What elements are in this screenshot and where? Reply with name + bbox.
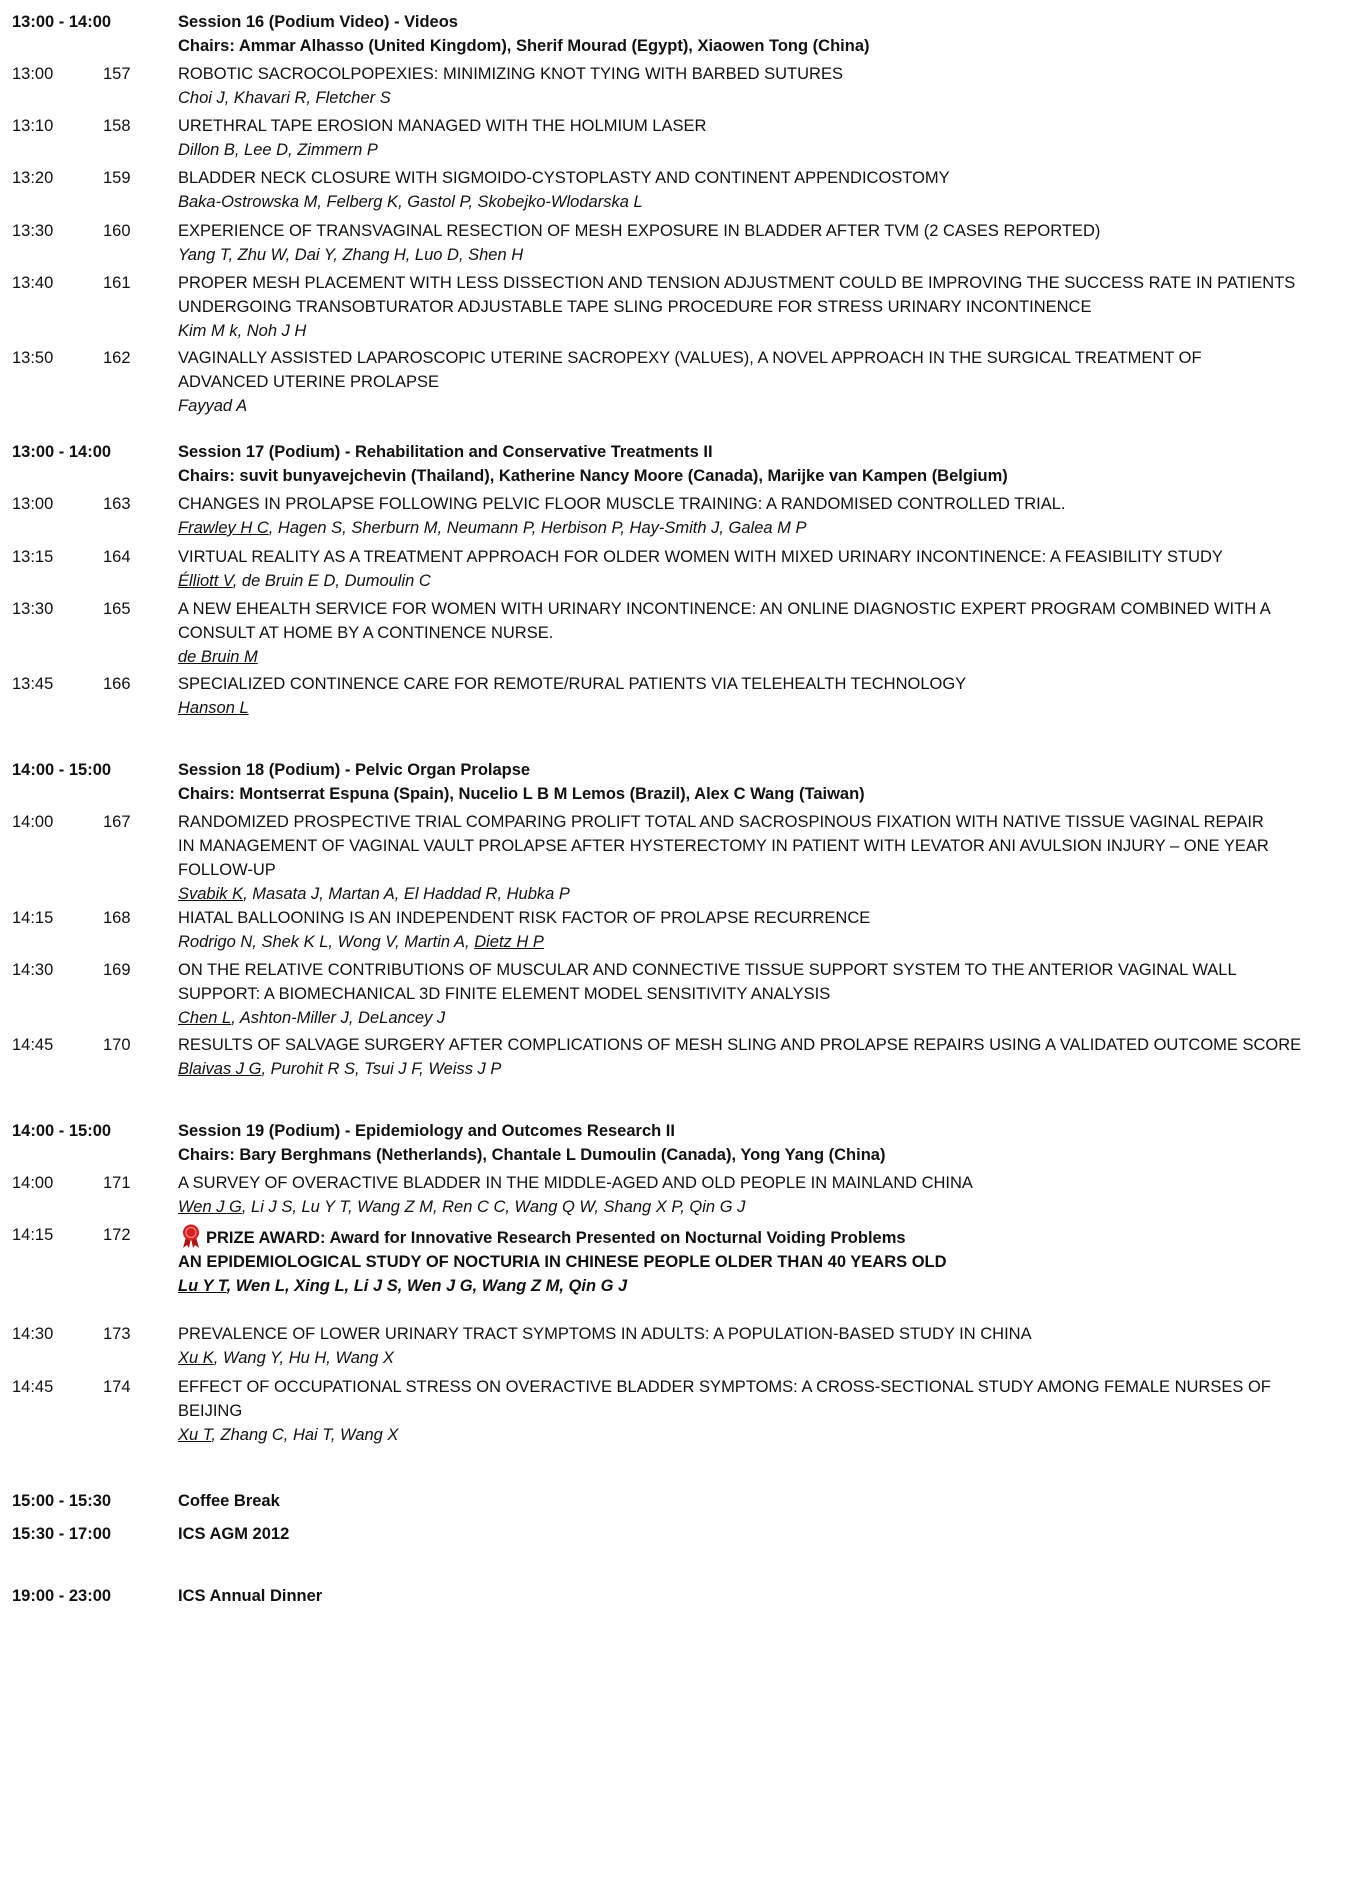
abstract-authors (178, 516, 1350, 540)
session-chairs: Chairs: Ammar Alhasso (United Kingdom), Sherif Mourad (Egypt), Xiaowen Tong (China) (178, 37, 870, 55)
award-ribbon-icon (178, 1223, 204, 1249)
abstract-time: 14:15 (12, 909, 54, 927)
abstract-time: 14:30 (12, 961, 54, 979)
abstract-number: 173 (103, 1325, 131, 1343)
abstract-info (178, 166, 1350, 214)
abstract-authors (178, 243, 1350, 267)
abstract-title-line: CONSULT AT HOME BY A CONTINENCE NURSE. (178, 624, 554, 642)
abstract-info (178, 672, 1350, 720)
abstract-number: 163 (103, 495, 131, 513)
presenting-author: Dietz H P (474, 933, 544, 951)
abstract-time: 13:15 (12, 548, 54, 566)
abstract-time: 13:20 (12, 169, 54, 187)
abstract-title-line: A SURVEY OF OVERACTIVE BLADDER IN THE MIDDLE-AGED AND OLD PEOPLE IN MAINLAND CHINA (178, 1174, 973, 1192)
session-info (178, 440, 1350, 488)
abstract-authors (178, 138, 1350, 162)
abstract-title-line: AN EPIDEMIOLOGICAL STUDY OF NOCTURIA IN CHINESE PEOPLE OLDER THAN 40 YEARS OLD (178, 1253, 947, 1271)
abstract-info (178, 219, 1350, 267)
abstract-info (178, 346, 1350, 418)
abstract-title-line: PROPER MESH PLACEMENT WITH LESS DISSECTION AND TENSION ADJUSTMENT COULD BE IMPROVING THE SUCCESS RATE IN PATIENTS (178, 274, 1296, 292)
abstract-number: 161 (103, 274, 131, 292)
session-time: 13:00 - 14:00 (12, 443, 112, 461)
presenting-author: Frawley H C (178, 519, 269, 537)
abstract-authors (178, 1423, 1350, 1447)
session-title: Session 18 (Podium) - Pelvic Organ Prolapse (178, 761, 531, 779)
award-text: PRIZE AWARD: Award for Innovative Research Presented on Nocturnal Voiding Problems (206, 1229, 906, 1247)
abstract-authors (178, 645, 1350, 669)
abstract-number: 167 (103, 813, 131, 831)
abstract-authors (178, 1274, 1350, 1298)
event-time: 19:00 - 23:00 (12, 1587, 112, 1605)
presenting-author: Élliott V (178, 572, 233, 590)
session-chairs: Chairs: Montserrat Espuna (Spain), Nucelio L B M Lemos (Brazil), Alex C Wang (Taiwan) (178, 785, 865, 803)
abstract-authors (178, 569, 1350, 593)
abstract-number: 157 (103, 65, 131, 83)
abstract-info (178, 271, 1350, 343)
abstract-title-line: RANDOMIZED PROSPECTIVE TRIAL COMPARING PROLIFT TOTAL AND SACROSPINOUS FIXATION WITH NATIVE TISSUE VAGINAL REPAIR (178, 813, 1264, 831)
presenting-author: Chen L (178, 1009, 232, 1027)
abstract-title-line: CHANGES IN PROLAPSE FOLLOWING PELVIC FLOOR MUSCLE TRAINING: A RANDOMISED CONTROLLED TRIAL. (178, 495, 1066, 513)
session-time: 14:00 - 15:00 (12, 1122, 112, 1140)
presenting-author: Lu Y T (178, 1277, 227, 1295)
abstract-title-line: EXPERIENCE OF TRANSVAGINAL RESECTION OF MESH EXPOSURE IN BLADDER AFTER TVM (2 CASES REPORTED) (178, 222, 1101, 240)
abstract-time: 13:40 (12, 274, 54, 292)
abstract-info (178, 1033, 1350, 1081)
event-label: Coffee Break (178, 1492, 280, 1510)
abstract-info (178, 810, 1350, 906)
abstract-info (178, 114, 1350, 162)
abstract-time: 13:10 (12, 117, 54, 135)
session-info (178, 10, 1350, 58)
abstract-number: 171 (103, 1174, 131, 1192)
session-chairs: Chairs: Bary Berghmans (Netherlands), Chantale L Dumoulin (Canada), Yong Yang (China) (178, 1146, 886, 1164)
abstract-time: 13:30 (12, 600, 54, 618)
abstract-title-line: RESULTS OF SALVAGE SURGERY AFTER COMPLICATIONS OF MESH SLING AND PROLAPSE REPAIRS USING A VALIDATED OUTCOME SCORE (178, 1036, 1302, 1054)
co-authors: , de Bruin E D, Dumoulin C (232, 572, 431, 590)
abstract-number: 165 (103, 600, 131, 618)
co-authors: Dillon B, Lee D, Zimmern P (178, 141, 378, 159)
abstract-info (178, 1322, 1350, 1370)
abstract-title-line: A NEW EHEALTH SERVICE FOR WOMEN WITH URINARY INCONTINENCE: AN ONLINE DIAGNOSTIC EXPERT PROGRAM COMBINED WITH A (178, 600, 1271, 618)
abstract-title-line: BLADDER NECK CLOSURE WITH SIGMOIDO-CYSTOPLASTY AND CONTINENT APPENDICOSTOMY (178, 169, 950, 187)
abstract-number: 159 (103, 169, 131, 187)
session-chairs: Chairs: suvit bunyavejchevin (Thailand), Katherine Nancy Moore (Canada), Marijke van Kampen (Belgium) (178, 467, 1008, 485)
abstract-authors (178, 1195, 1350, 1219)
abstract-title-line: ADVANCED UTERINE PROLAPSE (178, 373, 440, 391)
event-time: 15:00 - 15:30 (12, 1492, 112, 1510)
abstract-authors (178, 394, 1350, 418)
abstract-time: 13:00 (12, 495, 54, 513)
abstract-title-line: URETHRAL TAPE EROSION MANAGED WITH THE HOLMIUM LASER (178, 117, 707, 135)
abstract-title-line: ON THE RELATIVE CONTRIBUTIONS OF MUSCULAR AND CONNECTIVE TISSUE SUPPORT SYSTEM TO THE ANTERIOR VAGINAL WALL (178, 961, 1237, 979)
abstract-number: 160 (103, 222, 131, 240)
abstract-title-line: BEIJING (178, 1402, 243, 1420)
presenting-author: Xu T (178, 1426, 212, 1444)
abstract-number: 169 (103, 961, 131, 979)
abstract-number: 162 (103, 349, 131, 367)
session-title: Session 19 (Podium) - Epidemiology and Outcomes Research II (178, 1122, 675, 1140)
session-info (178, 758, 1350, 806)
presenting-author: Xu K (178, 1349, 214, 1367)
abstract-authors (178, 1346, 1350, 1370)
abstract-title-line: VIRTUAL REALITY AS A TREATMENT APPROACH FOR OLDER WOMEN WITH MIXED URINARY INCONTINENCE: A FEASIBILITY STUDY (178, 548, 1223, 566)
abstract-info (178, 1171, 1350, 1219)
abstract-title-line: HIATAL BALLOONING IS AN INDEPENDENT RISK FACTOR OF PROLAPSE RECURRENCE (178, 909, 871, 927)
co-authors: Baka-Ostrowska M, Felberg K, Gastol P, Skobejko-Wlodarska L (178, 193, 643, 211)
abstract-number: 172 (103, 1226, 131, 1244)
co-authors: , Li J S, Lu Y T, Wang Z M, Ren C C, Wang Q W, Shang X P, Qin G J (241, 1198, 746, 1216)
presenting-author: Blaivas J G (178, 1060, 262, 1078)
abstract-title-line: SUPPORT: A BIOMECHANICAL 3D FINITE ELEMENT MODEL SENSITIVITY ANALYSIS (178, 985, 831, 1003)
abstract-authors (178, 319, 1350, 343)
presenting-author: Hanson L (178, 699, 249, 717)
abstract-authors (178, 930, 1350, 954)
abstract-time: 14:30 (12, 1325, 54, 1343)
abstract-number: 166 (103, 675, 131, 693)
abstract-title-line: EFFECT OF OCCUPATIONAL STRESS ON OVERACTIVE BLADDER SYMPTOMS: A CROSS-SECTIONAL STUDY AMONG FEMALE NURSES OF (178, 1378, 1271, 1396)
award-line (178, 1223, 1350, 1250)
session-title: Session 16 (Podium Video) - Videos (178, 13, 458, 31)
abstract-time: 14:00 (12, 813, 54, 831)
abstract-number: 174 (103, 1378, 131, 1396)
abstract-number: 170 (103, 1036, 131, 1054)
presenting-author: Wen J G (178, 1198, 242, 1216)
abstract-title-line: ROBOTIC SACROCOLPOPEXIES: MINIMIZING KNOT TYING WITH BARBED SUTURES (178, 65, 843, 83)
co-authors: , Purohit R S, Tsui J F, Weiss J P (261, 1060, 502, 1078)
co-authors: Rodrigo N, Shek K L, Wong V, Martin A, (178, 933, 475, 951)
abstract-title-line: UNDERGOING TRANSOBTURATOR ADJUSTABLE TAPE SLING PROCEDURE FOR STRESS URINARY INCONTINENCE (178, 298, 1092, 316)
abstract-title-line: FOLLOW-UP (178, 861, 276, 879)
event-label: ICS Annual Dinner (178, 1587, 323, 1605)
event-label: ICS AGM 2012 (178, 1525, 290, 1543)
abstract-authors (178, 882, 1350, 906)
presenting-author: Svabik K (178, 885, 244, 903)
abstract-time: 14:45 (12, 1036, 54, 1054)
abstract-authors (178, 1006, 1350, 1030)
co-authors: Choi J, Khavari R, Fletcher S (178, 89, 391, 107)
abstract-authors (178, 1057, 1350, 1081)
co-authors: , Wang Y, Hu H, Wang X (213, 1349, 394, 1367)
abstract-time: 14:15 (12, 1226, 54, 1244)
abstract-info (178, 958, 1350, 1030)
abstract-number: 168 (103, 909, 131, 927)
abstract-time: 13:00 (12, 65, 54, 83)
co-authors: , Masata J, Martan A, El Haddad R, Hubka P (243, 885, 570, 903)
abstract-authors (178, 696, 1350, 720)
co-authors: Fayyad A (178, 397, 248, 415)
abstract-authors (178, 190, 1350, 214)
abstract-info (178, 545, 1350, 593)
co-authors: , Zhang C, Hai T, Wang X (211, 1426, 399, 1444)
abstract-info (178, 906, 1350, 954)
co-authors: , Hagen S, Sherburn M, Neumann P, Herbison P, Hay-Smith J, Galea M P (268, 519, 807, 537)
co-authors: Kim M k, Noh J H (178, 322, 307, 340)
abstract-info (178, 597, 1350, 669)
abstract-time: 14:00 (12, 1174, 54, 1192)
abstract-info (178, 492, 1350, 540)
abstract-time: 13:30 (12, 222, 54, 240)
session-time: 14:00 - 15:00 (12, 761, 112, 779)
co-authors: , Wen L, Xing L, Li J S, Wen J G, Wang Z M, Qin G J (226, 1277, 628, 1295)
co-authors: , Ashton-Miller J, DeLancey J (231, 1009, 446, 1027)
abstract-authors (178, 86, 1350, 110)
session-title: Session 17 (Podium) - Rehabilitation and Conservative Treatments II (178, 443, 713, 461)
session-time: 13:00 - 14:00 (12, 13, 112, 31)
abstract-title-line: SPECIALIZED CONTINENCE CARE FOR REMOTE/RURAL PATIENTS VIA TELEHEALTH TECHNOLOGY (178, 675, 967, 693)
abstract-time: 13:45 (12, 675, 54, 693)
event-time: 15:30 - 17:00 (12, 1525, 112, 1543)
abstract-time: 14:45 (12, 1378, 54, 1396)
abstract-title-line: IN MANAGEMENT OF VAGINAL VAULT PROLAPSE AFTER HYSTERECTOMY IN PATIENT WITH LEVATOR ANI AVULSION INJURY – ONE YEAR (178, 837, 1269, 855)
presenting-author: de Bruin M (178, 648, 258, 666)
session-info (178, 1119, 1350, 1167)
abstract-time: 13:50 (12, 349, 54, 367)
abstract-title-line: VAGINALLY ASSISTED LAPAROSCOPIC UTERINE SACROPEXY (VALUES), A NOVEL APPROACH IN THE SURGICAL TREATMENT OF (178, 349, 1202, 367)
abstract-info (178, 1375, 1350, 1447)
abstract-info (178, 62, 1350, 110)
co-authors: Yang T, Zhu W, Dai Y, Zhang H, Luo D, Shen H (178, 246, 524, 264)
abstract-info (178, 1223, 1350, 1298)
abstract-number: 164 (103, 548, 131, 566)
abstract-number: 158 (103, 117, 131, 135)
abstract-title-line: PREVALENCE OF LOWER URINARY TRACT SYMPTOMS IN ADULTS: A POPULATION-BASED STUDY IN CHINA (178, 1325, 1032, 1343)
